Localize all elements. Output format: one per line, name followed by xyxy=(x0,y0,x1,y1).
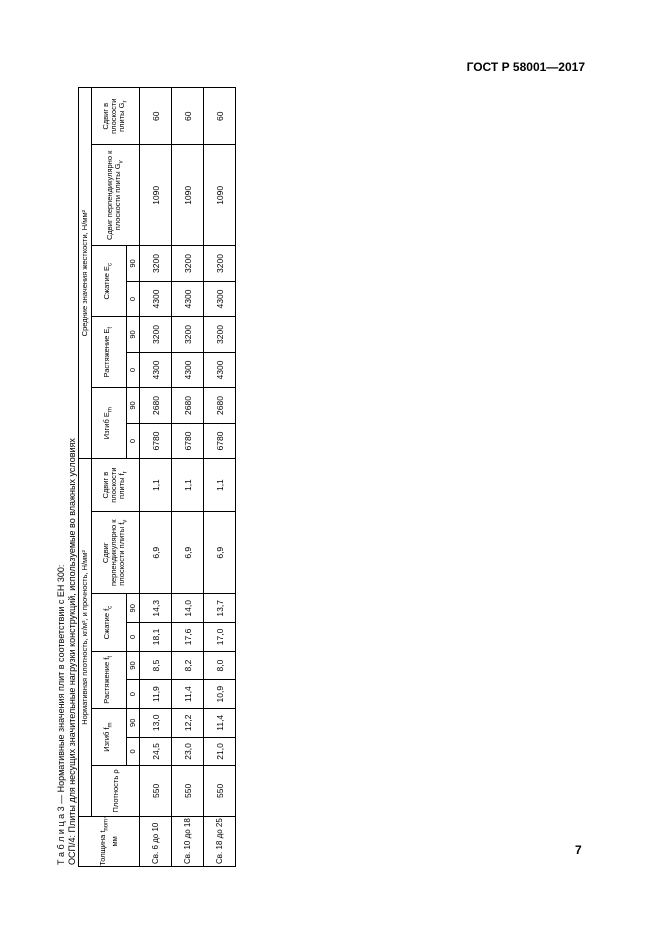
cell-ec0: 4300 xyxy=(140,281,172,317)
header-angle-90: 90 xyxy=(127,317,140,353)
header-shear-plane-f: Сдвиг в плоскости плиты $f_r$ xyxy=(92,459,140,512)
header-angle-0: 0 xyxy=(127,352,140,388)
table-row xyxy=(140,88,172,867)
cell-density: 550 xyxy=(140,766,172,816)
header-shear-perp-g: Сдвиг перпендикулярно к плоскости плиты $G_v$ xyxy=(92,145,140,246)
cell-fv: 6,9 xyxy=(172,512,204,594)
header-angle-0: 0 xyxy=(127,623,140,652)
header-shear-plane-g: Сдвиг в плоскости плиты $G_r$ xyxy=(92,88,140,145)
cell-fc0: 18,1 xyxy=(140,623,172,652)
cell-em0: 6780 xyxy=(172,423,204,459)
cell-fv: 6,9 xyxy=(204,512,236,594)
header-angle-90: 90 xyxy=(127,594,140,623)
cell-gv: 1090 xyxy=(204,145,236,246)
cell-fc90: 13,7 xyxy=(204,594,236,623)
cell-gv: 1090 xyxy=(172,145,204,246)
cell-ft0: 11,4 xyxy=(172,680,204,709)
cell-et90: 3200 xyxy=(204,317,236,353)
cell-fc0: 17,6 xyxy=(172,623,204,652)
cell-fr: 1,1 xyxy=(204,459,236,512)
header-angle-0: 0 xyxy=(127,423,140,459)
cell-em90: 2680 xyxy=(172,388,204,424)
cell-fc0: 17,0 xyxy=(204,623,236,652)
cell-em90: 2680 xyxy=(140,388,172,424)
cell-et0: 4300 xyxy=(172,352,204,388)
cell-fm90: 12,2 xyxy=(172,708,204,737)
cell-gr: 60 xyxy=(204,88,236,145)
cell-thickness: Св. 6 до 10 xyxy=(140,816,172,866)
cell-et90: 3200 xyxy=(172,317,204,353)
header-compression-f: Сжатие $f_c$ xyxy=(92,594,127,651)
cell-fm90: 13,0 xyxy=(140,708,172,737)
cell-density: 550 xyxy=(204,766,236,816)
header-angle-0: 0 xyxy=(127,680,140,709)
header-angle-90: 90 xyxy=(127,651,140,680)
cell-gr: 60 xyxy=(172,88,204,145)
standard-header: ГОСТ Р 58001—2017 xyxy=(466,60,585,74)
cell-fm0: 21,0 xyxy=(204,737,236,766)
cell-fm0: 24,5 xyxy=(140,737,172,766)
cell-ec0: 4300 xyxy=(204,281,236,317)
cell-et90: 3200 xyxy=(140,317,172,353)
cell-ec90: 3200 xyxy=(204,246,236,282)
cell-em0: 6780 xyxy=(140,423,172,459)
header-angle-0: 0 xyxy=(127,281,140,317)
cell-em0: 6780 xyxy=(204,423,236,459)
cell-ft0: 10,9 xyxy=(204,680,236,709)
cell-fc90: 14,3 xyxy=(140,594,172,623)
cell-fv: 6,9 xyxy=(140,512,172,594)
cell-ft90: 8,5 xyxy=(140,651,172,680)
cell-fr: 1,1 xyxy=(172,459,204,512)
cell-ft90: 8,0 xyxy=(204,651,236,680)
cell-fm0: 23,0 xyxy=(172,737,204,766)
cell-ft0: 11,9 xyxy=(140,680,172,709)
header-tension-f: Растяжение $f_t$ xyxy=(92,651,127,708)
cell-et0: 4300 xyxy=(140,352,172,388)
cell-ec0: 4300 xyxy=(172,281,204,317)
rotated-table-block xyxy=(56,87,236,867)
table-row xyxy=(204,88,236,867)
header-angle-0: 0 xyxy=(127,737,140,766)
header-bend-f: Изгиб $f_m$ xyxy=(92,708,127,765)
cell-gr: 60 xyxy=(140,88,172,145)
cell-thickness: Св. 18 до 25 xyxy=(204,816,236,866)
header-angle-90: 90 xyxy=(127,708,140,737)
header-angle-90: 90 xyxy=(127,246,140,282)
cell-ec90: 3200 xyxy=(140,246,172,282)
header-thickness: Толщина $t_{nom}$, мм xyxy=(79,816,140,866)
header-group-stiffness: Средние значения жесткости, Н/мм² xyxy=(79,88,92,459)
cell-density: 550 xyxy=(172,766,204,816)
cell-ft90: 8,2 xyxy=(172,651,204,680)
cell-em90: 2680 xyxy=(204,388,236,424)
header-shear-perp-f: Сдвиг перпендикулярно к плоскости плиты $f_v$ xyxy=(92,512,140,594)
header-angle-90: 90 xyxy=(127,388,140,424)
cell-thickness: Св. 10 до 18 xyxy=(172,816,204,866)
caption-line-2: ОСП/4: Плиты для несущих значительные нагрузки конструкций, используемые во влажных условиях xyxy=(67,438,77,865)
cell-et0: 4300 xyxy=(204,352,236,388)
cell-fr: 1,1 xyxy=(140,459,172,512)
caption-line-1: Т а б л и ц а 3 — Нормативные значения плит в соответствии с ЕН 300: xyxy=(56,564,66,865)
header-bend-e: Изгиб $E_m$ xyxy=(92,388,127,459)
header-tension-e: Растяжение $E_t$ xyxy=(92,317,127,388)
header-density: Плотность ρ xyxy=(92,766,140,816)
table-caption xyxy=(56,87,78,867)
header-compression-e: Сжатие $E_c$ xyxy=(92,246,127,317)
values-table xyxy=(78,87,236,867)
table-row xyxy=(172,88,204,867)
page-number: 7 xyxy=(575,843,582,857)
cell-fm90: 11,4 xyxy=(204,708,236,737)
cell-fc90: 14,0 xyxy=(172,594,204,623)
cell-ec90: 3200 xyxy=(172,246,204,282)
cell-gv: 1090 xyxy=(140,145,172,246)
header-group-strength: Нормативная плотность, кг/м³, и прочность, Н/мм² xyxy=(79,459,92,816)
